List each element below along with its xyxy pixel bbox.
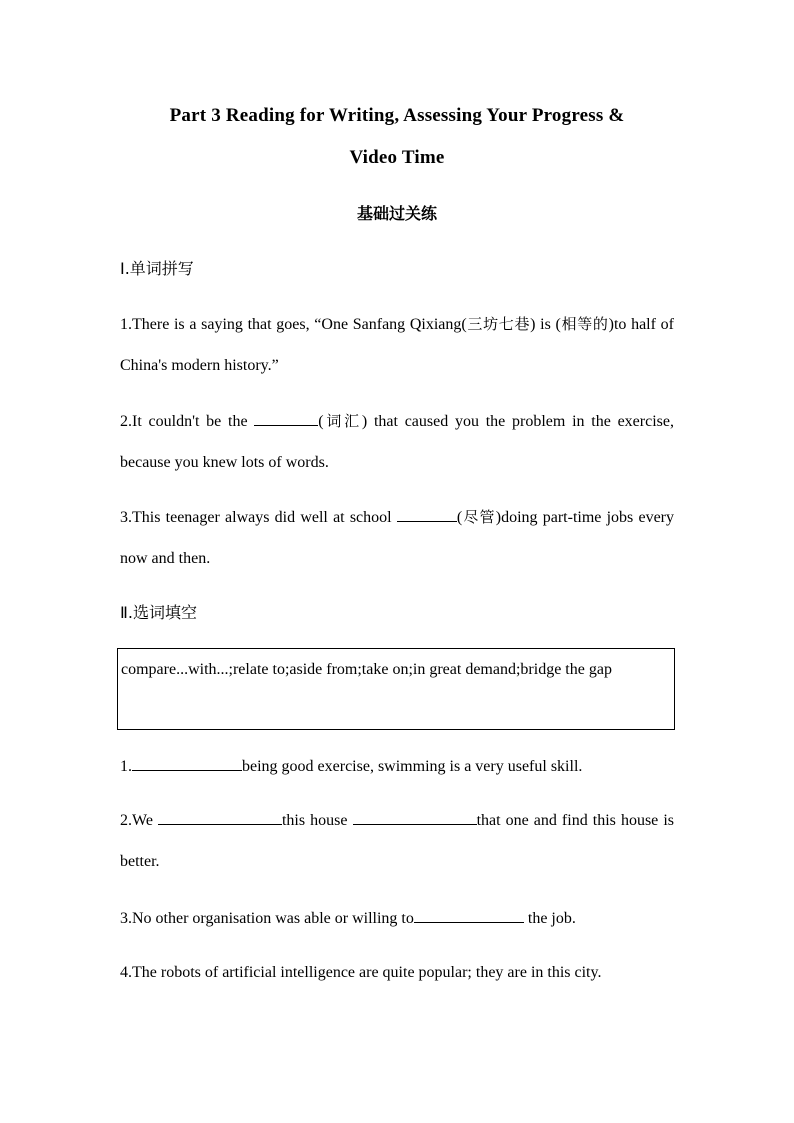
section-heading-spelling: Ⅰ.单词拼写	[120, 259, 194, 278]
fill-question-1: 1. being good exercise, swimming is a very useful skill.	[120, 758, 583, 775]
word-bank-box	[117, 648, 675, 730]
word-bank-text: compare...with...;relate to;aside from;take on;in great demand;bridge the gap	[121, 661, 612, 678]
hint-chinese: 相等的	[560, 315, 609, 333]
hint-chinese: 三坊七巷	[466, 315, 531, 333]
answer-blank[interactable]	[353, 810, 477, 825]
page-title-line-1: Part 3 Reading for Writing, Assessing Your Progress &	[169, 105, 625, 126]
fill-question-2: 2.We this house that one and find this house is better.	[120, 812, 675, 870]
answer-blank[interactable]	[414, 908, 524, 923]
fill-question-4: 4.The robots of artificial intelligence are quite popular; they are in this city.	[120, 964, 602, 981]
page-title-line-2: Video Time	[349, 147, 445, 168]
answer-blank[interactable]	[158, 810, 282, 825]
section-heading-word-choice: Ⅱ.选词填空	[120, 603, 197, 622]
hint-chinese: 词汇	[323, 412, 362, 430]
answer-blank[interactable]	[254, 411, 318, 426]
fill-question-3: 3.No other organisation was able or willing to the job.	[120, 910, 576, 927]
answer-blank[interactable]	[397, 507, 457, 522]
spelling-question-3: 3.This teenager always did well at school (尽管)doing part-time jobs every now and then.	[120, 508, 674, 567]
spelling-question-2: 2.It couldn't be the (词汇) that caused you the problem in the exercise, because you knew lots of words.	[120, 412, 674, 471]
answer-blank[interactable]	[132, 756, 242, 771]
page-subtitle: 基础过关练	[356, 204, 437, 223]
spelling-question-1: 1.There is a saying that goes, “One Sanfang Qixiang(三坊七巷) is (相等的)to half of China's modern history.”	[120, 315, 674, 374]
hint-chinese: 尽管	[462, 508, 496, 526]
